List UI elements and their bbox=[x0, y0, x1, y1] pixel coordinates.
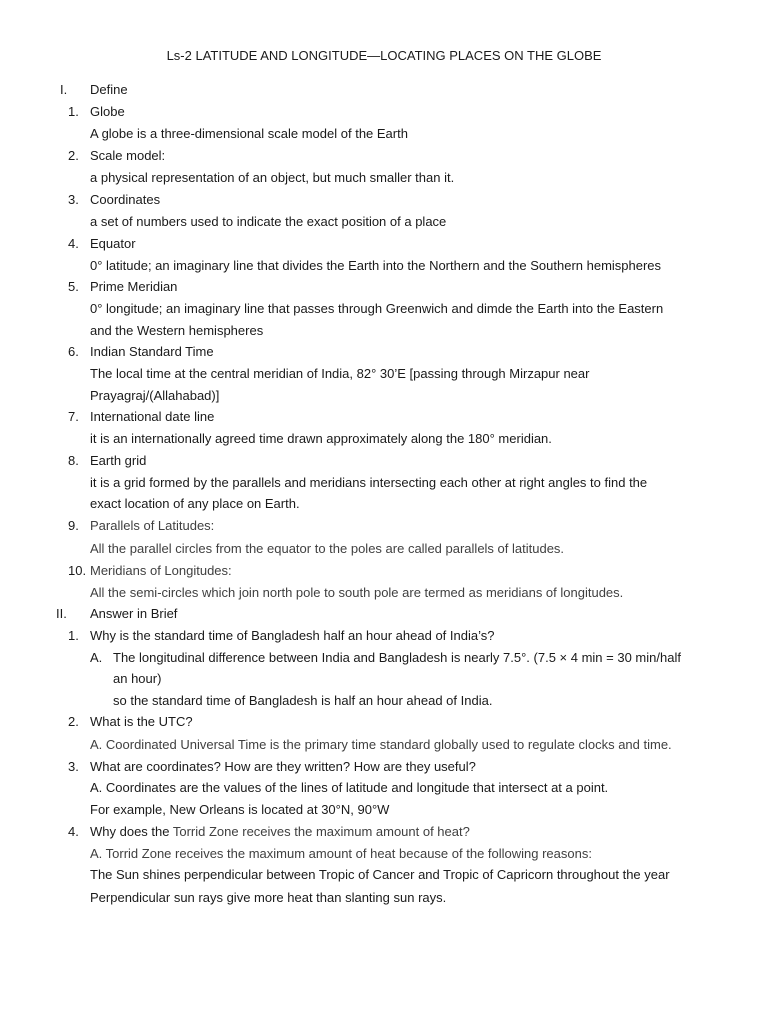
question-text-prefix: Why does the bbox=[90, 824, 173, 839]
section-2-numeral: II. bbox=[56, 606, 67, 621]
item-term: Meridians of Longitudes: bbox=[90, 563, 232, 578]
section-2-heading: Answer in Brief bbox=[90, 606, 178, 621]
question-text: What is the UTC? bbox=[90, 714, 193, 729]
answer-text: The longitudinal difference between India and Bangladesh is nearly 7.5°. (7.5 × 4 min = 30 min/half bbox=[113, 650, 681, 665]
item-definition: 0° latitude; an imaginary line that divides the Earth into the Northern and the Southern hemispheres bbox=[90, 258, 662, 273]
answer-text: The Sun shines perpendicular between Tropic of Cancer and Tropic of Capricorn throughout the year bbox=[90, 867, 670, 882]
item-term: Indian Standard Time bbox=[90, 344, 214, 359]
question-text-rest: Torrid Zone receives the maximum amount of heat? bbox=[172, 824, 470, 839]
answer-text: an hour) bbox=[113, 671, 162, 686]
page-title: Ls-2 LATITUDE AND LONGITUDE—LOCATING PLACES ON THE GLOBE bbox=[166, 48, 602, 63]
item-number: 5. bbox=[68, 279, 79, 294]
item-number: 1. bbox=[68, 104, 79, 119]
section-1-heading: Define bbox=[90, 82, 128, 97]
question-number: 1. bbox=[68, 628, 79, 643]
item-term: Scale model: bbox=[90, 148, 166, 163]
item-term: International date line bbox=[90, 409, 215, 424]
question-number: 2. bbox=[68, 714, 79, 729]
answer-text: A. Coordinates are the values of the lines of latitude and longitude that intersect at a point. bbox=[90, 780, 609, 795]
item-definition: it is a grid formed by the parallels and meridians intersecting each other at right angles to find the bbox=[90, 475, 648, 490]
item-number: 6. bbox=[68, 344, 79, 359]
question-text bbox=[90, 824, 470, 840]
section-1-numeral: I. bbox=[60, 82, 68, 97]
item-term: Coordinates bbox=[90, 192, 161, 207]
item-definition: All the parallel circles from the equator to the poles are called parallels of latitudes. bbox=[90, 541, 565, 556]
item-number: 7. bbox=[68, 409, 79, 424]
item-definition: Prayagraj/(Allahabad)] bbox=[90, 388, 220, 403]
item-term: Globe bbox=[90, 104, 125, 119]
question-number: 4. bbox=[68, 824, 79, 839]
question-text: Why is the standard time of Bangladesh half an hour ahead of India’s? bbox=[90, 628, 495, 643]
item-definition: it is an internationally agreed time drawn approximately along the 180° meridian. bbox=[90, 431, 552, 446]
item-definition: exact location of any place on Earth. bbox=[90, 496, 300, 511]
item-number: 3. bbox=[68, 192, 79, 207]
item-term: Earth grid bbox=[90, 453, 147, 468]
item-definition: 0° longitude; an imaginary line that passes through Greenwich and dimde the Earth into the Eastern bbox=[90, 301, 664, 316]
answer-text: For example, New Orleans is located at 30°N, 90°W bbox=[90, 802, 390, 817]
answer-text: A. Coordinated Universal Time is the primary time standard globally used to regulate clocks and time. bbox=[90, 737, 672, 752]
question-text: What are coordinates? How are they written? How are they useful? bbox=[90, 759, 476, 774]
item-definition: a set of numbers used to indicate the exact position of a place bbox=[90, 214, 447, 229]
item-number: 8. bbox=[68, 453, 79, 468]
answer-text: A. Torrid Zone receives the maximum amount of heat because of the following reasons: bbox=[90, 846, 592, 861]
item-definition: and the Western hemispheres bbox=[90, 323, 264, 338]
item-term: Prime Meridian bbox=[90, 279, 178, 294]
answer-text: Perpendicular sun rays give more heat than slanting sun rays. bbox=[90, 890, 447, 905]
item-number: 4. bbox=[68, 236, 79, 251]
answer-letter: A. bbox=[90, 650, 103, 665]
item-number: 10. bbox=[68, 563, 87, 578]
item-definition: All the semi-circles which join north pole to south pole are termed as meridians of longitudes. bbox=[90, 585, 624, 600]
item-term: Parallels of Latitudes: bbox=[90, 518, 215, 533]
item-definition: a physical representation of an object, but much smaller than it. bbox=[90, 170, 455, 185]
item-definition: A globe is a three-dimensional scale model of the Earth bbox=[90, 126, 408, 141]
item-number: 9. bbox=[68, 518, 79, 533]
item-definition: The local time at the central meridian of India, 82° 30’E [passing through Mirzapur near bbox=[90, 366, 590, 381]
item-term: Equator bbox=[90, 236, 136, 251]
question-number: 3. bbox=[68, 759, 79, 774]
answer-text: so the standard time of Bangladesh is half an hour ahead of India. bbox=[113, 693, 493, 708]
item-number: 2. bbox=[68, 148, 79, 163]
